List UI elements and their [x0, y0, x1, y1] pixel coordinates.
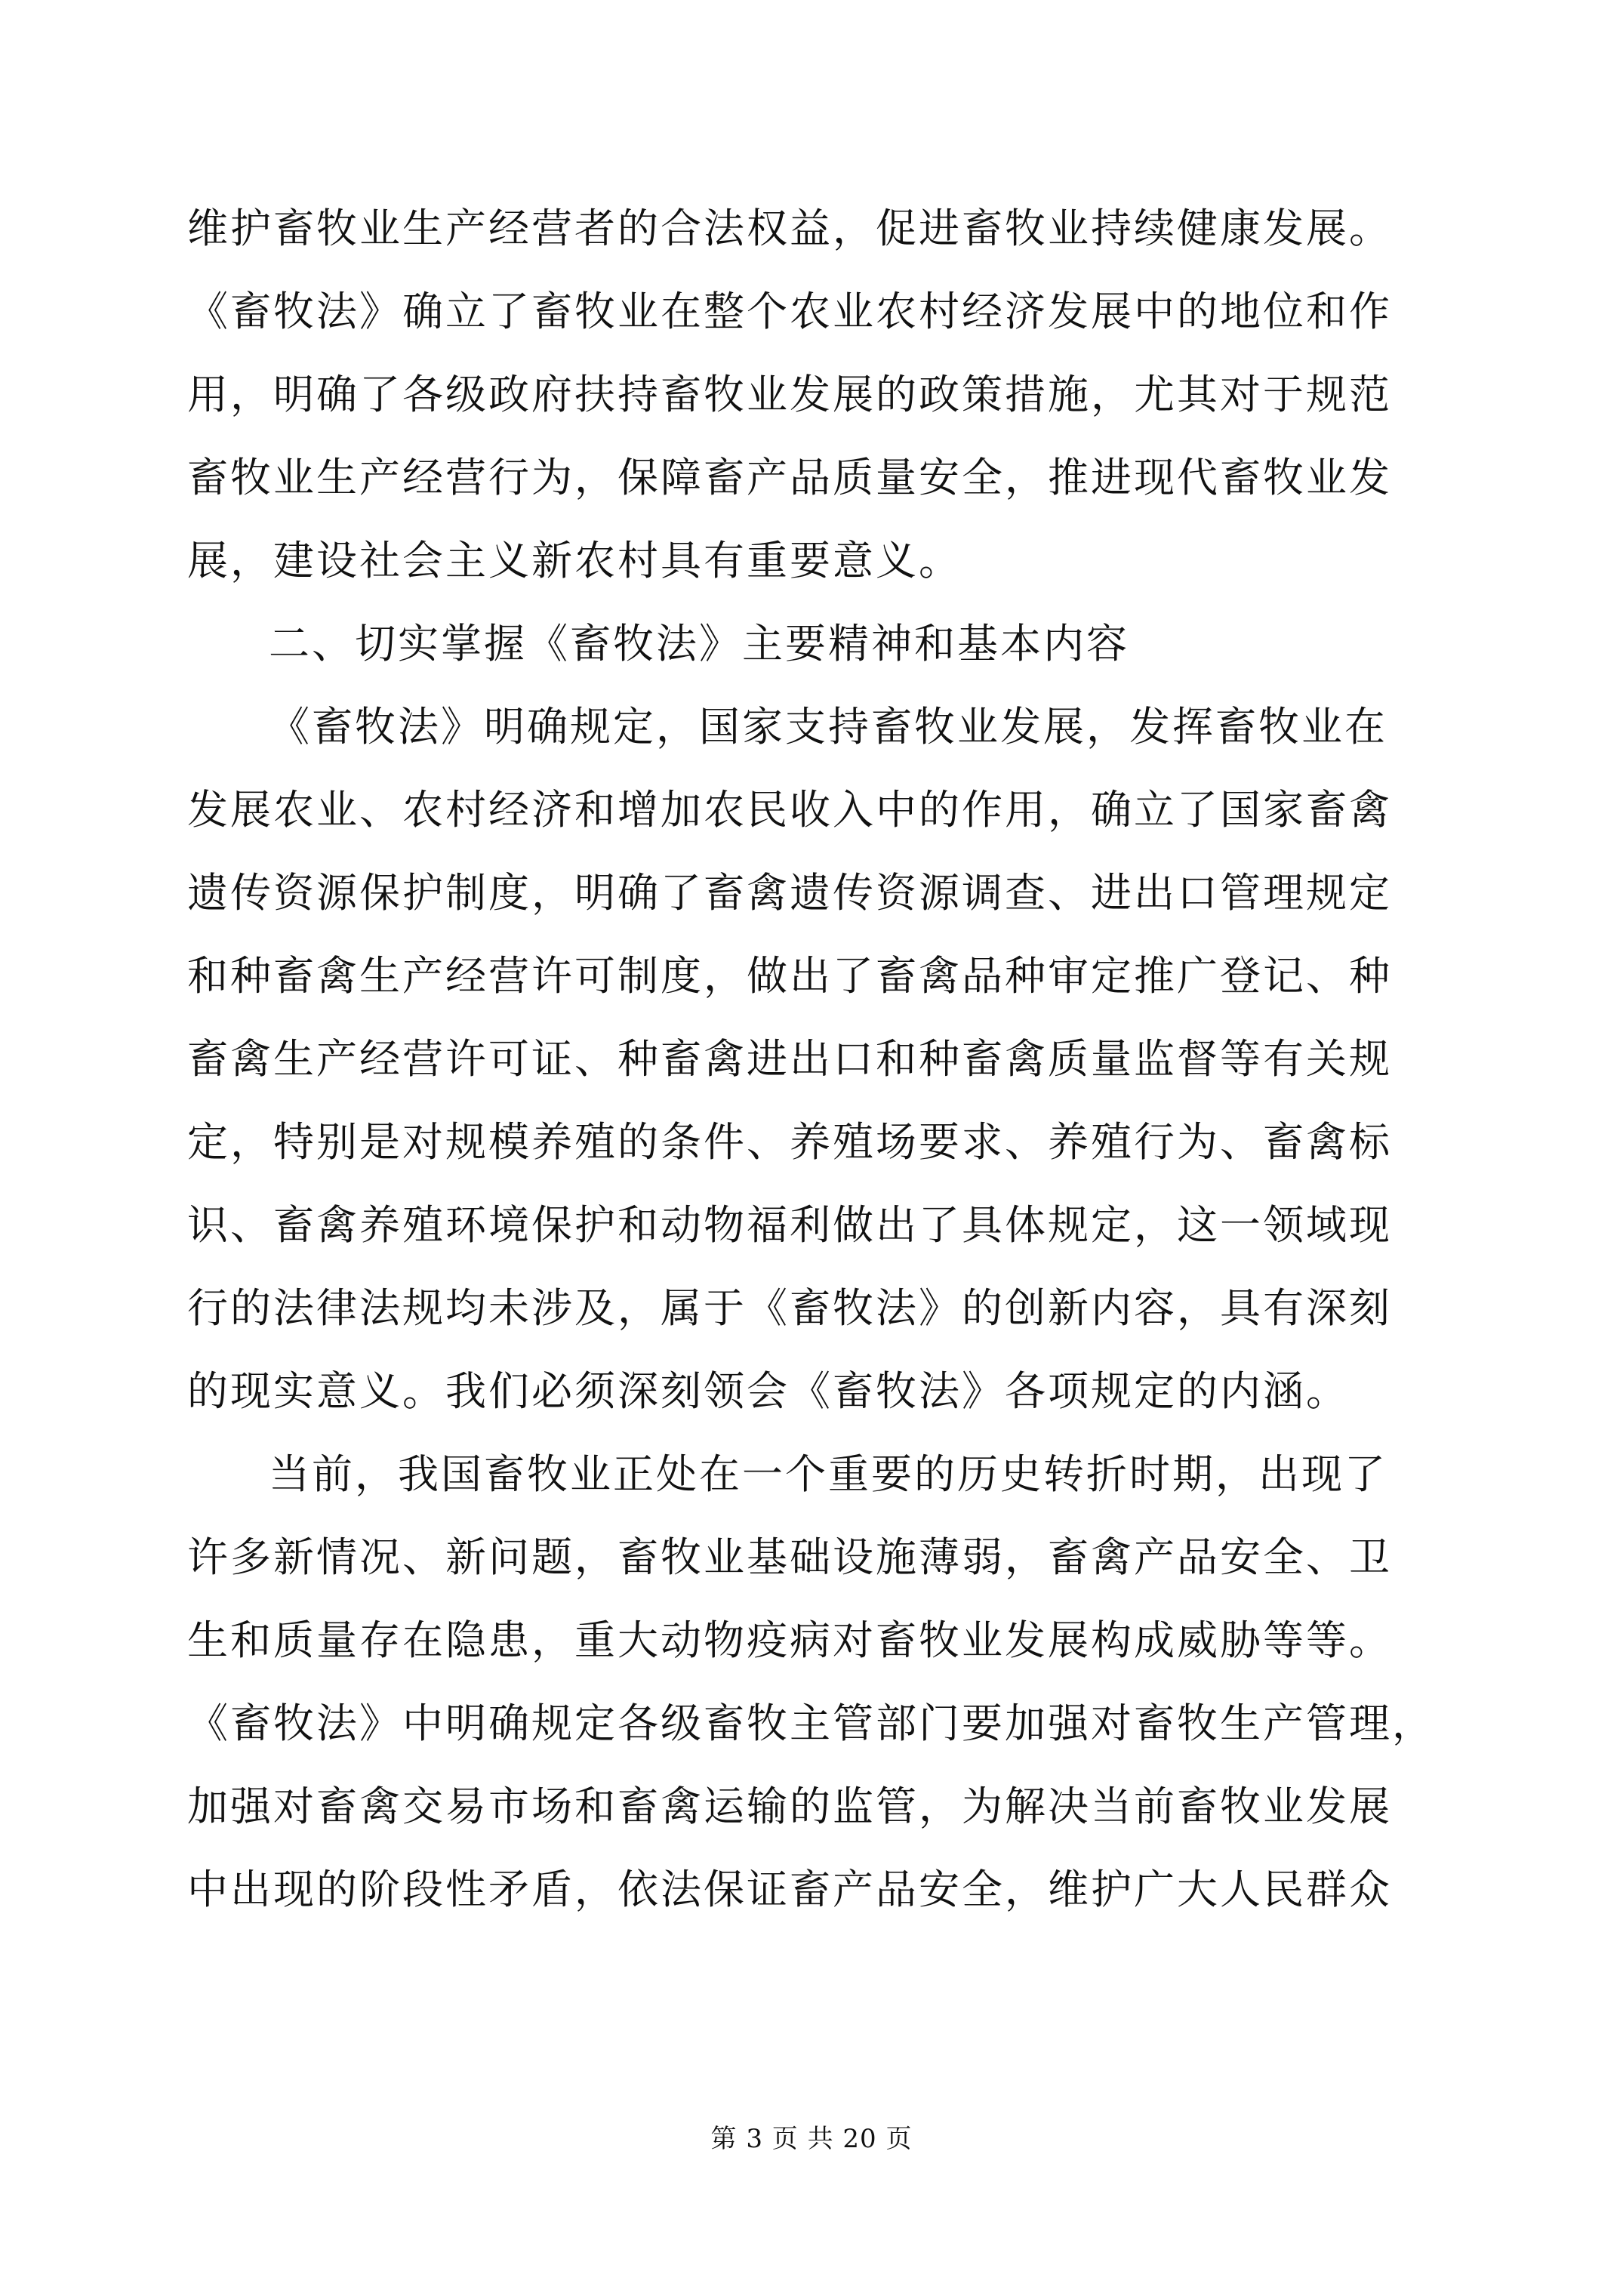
text-line: 《畜牧法》明确规定，国家支持畜牧业发展，发挥畜牧业在: [269, 703, 1387, 750]
text-line: 中出现的阶段性矛盾，依法保证畜产品安全，维护广大人民群众: [187, 1866, 1392, 1913]
text-line: 《畜牧法》确立了畜牧业在整个农业农村经济发展中的地位和作: [187, 288, 1392, 335]
text-line: 维护畜牧业生产经营者的合法权益，促进畜牧业持续健康发展。: [187, 205, 1392, 252]
text-line: 《畜牧法》中明确规定各级畜牧主管部门要加强对畜牧生产管理，: [187, 1700, 1435, 1747]
text-line: 发展农业、农村经济和增加农民收入中的作用，确立了国家畜禽: [187, 786, 1392, 834]
text-line: 许多新情况、新问题，畜牧业基础设施薄弱，畜禽产品安全、卫: [187, 1533, 1392, 1581]
text-line: 用，明确了各级政府扶持畜牧业发展的政策措施，尤其对于规范: [187, 371, 1392, 418]
text-line: 识、畜禽养殖环境保护和动物福利做出了具体规定，这一领域现: [187, 1201, 1392, 1249]
document-body: [187, 187, 1435, 1931]
text-line: 展，建设社会主义新农村具有重要意义。: [187, 537, 962, 584]
page-number-footer: 第 3 页 共 20 页: [710, 2124, 913, 2154]
text-line: 的现实意义。我们必须深刻领会《畜牧法》各项规定的内涵。: [187, 1367, 1349, 1415]
text-line: 生和质量存在隐患，重大动物疫病对畜牧业发展构成威胁等等。: [187, 1616, 1392, 1664]
text-line: 和种畜禽生产经营许可制度，做出了畜禽品种审定推广登记、种: [187, 952, 1392, 1000]
text-line: 定，特别是对规模养殖的条件、养殖场要求、养殖行为、畜禽标: [187, 1118, 1392, 1166]
section-heading: 二、切实掌握《畜牧法》主要精神和基本内容: [269, 620, 1129, 667]
text-line: 畜禽生产经营许可证、种畜禽进出口和种畜禽质量监督等有关规: [187, 1035, 1392, 1083]
text-line: 行的法律法规均未涉及，属于《畜牧法》的创新内容，具有深刻: [187, 1284, 1392, 1332]
text-line: 遗传资源保护制度，明确了畜禽遗传资源调查、进出口管理规定: [187, 869, 1392, 917]
text-line: 当前，我国畜牧业正处在一个重要的历史转折时期，出现了: [269, 1450, 1387, 1498]
text-line: 畜牧业生产经营行为，保障畜产品质量安全，推进现代畜牧业发: [187, 454, 1392, 501]
text-line: 加强对畜禽交易市场和畜禽运输的监管，为解决当前畜牧业发展: [187, 1783, 1392, 1830]
